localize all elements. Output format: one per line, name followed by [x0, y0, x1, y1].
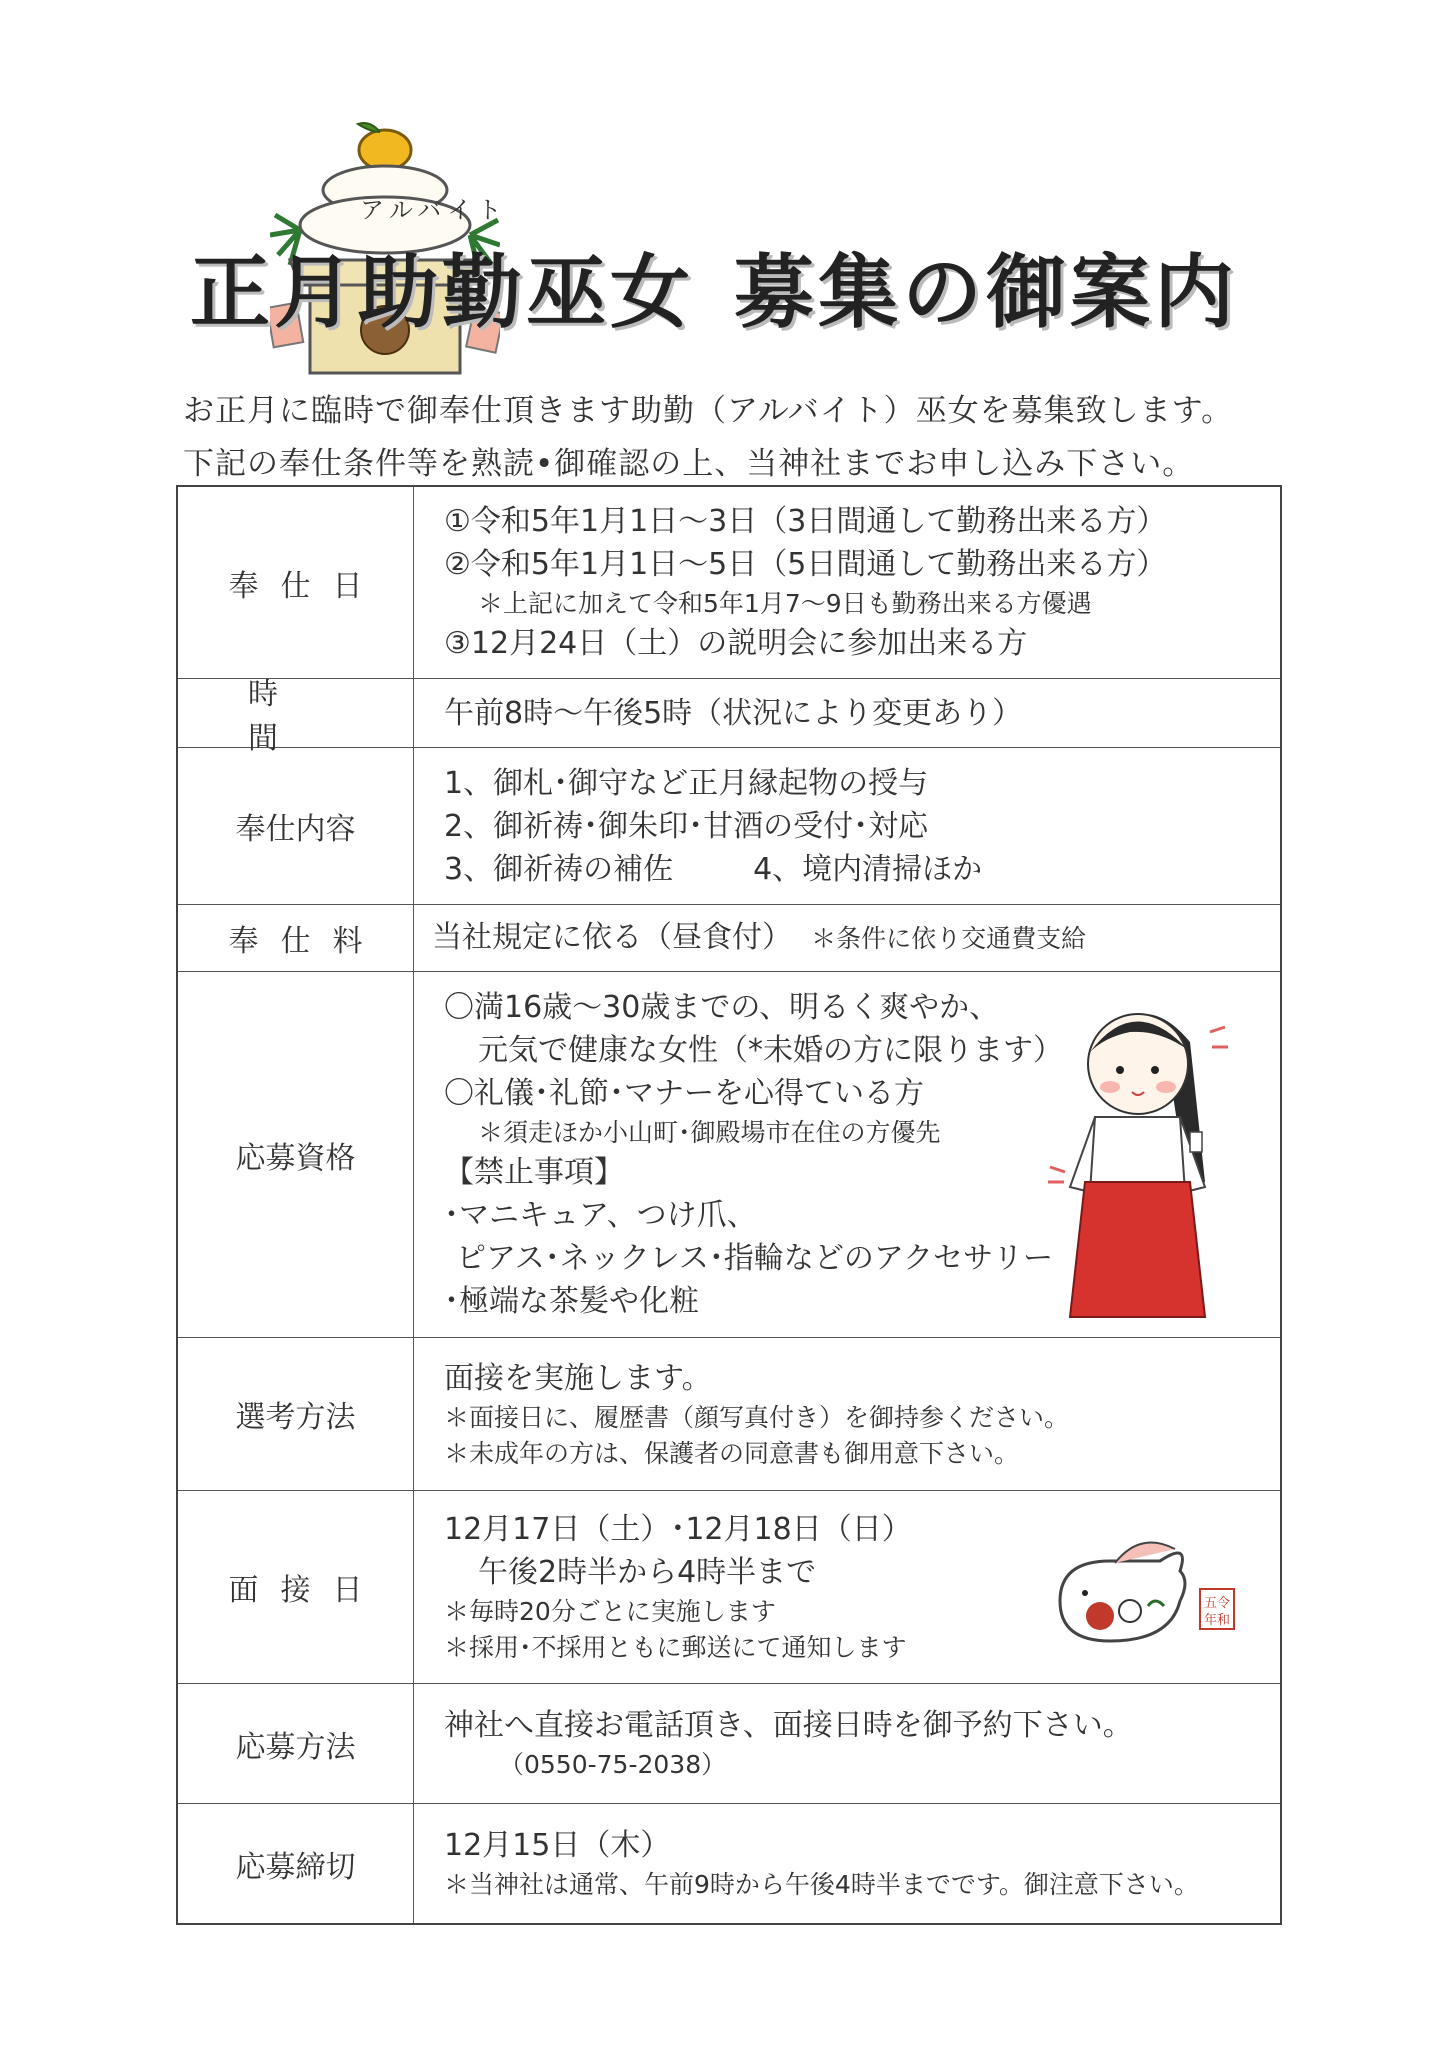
label-duties: 奉仕内容: [235, 812, 356, 847]
label-qualification: 応募資格: [235, 1140, 356, 1176]
row-qualification: [178, 972, 1280, 1338]
label-service-dates: 奉仕日: [228, 568, 385, 604]
prohibited-2: ピアス･ネックレス･指輪などのアクセサリー: [456, 1241, 1053, 1276]
miko-illustration: [1040, 992, 1240, 1327]
seal-text-bottom: 年和: [1203, 1613, 1231, 1628]
dates-note: ＊上記に加えて令和5年1月7～9日も勤務出来る方優遇: [478, 589, 1092, 618]
prohibited-1: ･マニキュア、つけ爪、: [444, 1198, 757, 1233]
hours-text: 午前8時～午後5時（状況により変更あり）: [444, 695, 1023, 731]
label-selection: 選考方法: [235, 1400, 356, 1435]
intro-line-1: お正月に臨時で御奉仕頂きます助勤（アルバイト）巫女を募集致します。: [183, 393, 1234, 429]
prohibited-heading: 【禁止事項】: [444, 1155, 624, 1190]
duty-4: 4、境内清掃ほか: [753, 851, 983, 887]
apply-text: 神社へ直接お電話頂き、面接日時を御予約下さい。: [444, 1708, 1133, 1743]
row-selection: [178, 1338, 1280, 1491]
label-hours: 時間: [248, 677, 348, 756]
info-table: [176, 485, 1282, 1925]
row-interview: [178, 1491, 1280, 1684]
dates-option-2: ②令和5年1月1日～5日（5日間通して勤務出来る方）: [444, 547, 1167, 582]
deadline-note: ＊当神社は通常、午前9時から午後4時半までです。御注意下さい。: [444, 1870, 1199, 1899]
duty-1: 1、御札･御守など正月縁起物の授与: [444, 765, 929, 801]
page-title: [190, 228, 1238, 343]
deadline-date: 12月15日（木）: [444, 1828, 671, 1863]
interview-time: 午後2時半から4時半まで: [478, 1555, 817, 1590]
interview-note-2: ＊採用･不採用ともに郵送にて通知します: [444, 1633, 907, 1662]
qual-line-2: 元気で健康な女性（*未婚の方に限ります）: [478, 1033, 1063, 1068]
row-deadline: [178, 1804, 1280, 1923]
row-pay: [178, 905, 1280, 972]
label-pay: 奉仕料: [228, 924, 385, 959]
interview-dates: 12月17日（土）･12月18日（日）: [444, 1512, 912, 1547]
duty-3: 3、御祈祷の補佐: [444, 851, 674, 887]
dates-option-1: ①令和5年1月1日～3日（3日間通して勤務出来る方）: [444, 504, 1167, 539]
prohibited-3: ･極端な茶髪や化粧: [444, 1284, 699, 1319]
title-left: 正月助勤巫女: [190, 245, 694, 339]
qual-line-1: 〇満16歳～30歳までの、明るく爽やか、: [444, 990, 1000, 1025]
qual-line-3: 〇礼儀･礼節･マナーを心得ている方: [444, 1076, 924, 1111]
title-right: 募集の御案内: [734, 245, 1238, 339]
seal-text-top: 五令: [1203, 1596, 1231, 1611]
selection-note-2: ＊未成年の方は、保護者の同意書も御用意下さい。: [444, 1438, 1020, 1468]
pay-note: ＊条件に依り交通費支給: [811, 924, 1087, 953]
row-apply: [178, 1684, 1280, 1804]
duty-2: 2、御祈祷･御朱印･甘酒の受付･対応: [444, 808, 929, 844]
selection-note-1: ＊面接日に、履歴書（顔写真付き）を御持参ください。: [444, 1402, 1070, 1432]
label-deadline: 応募締切: [235, 1849, 356, 1885]
apply-phone: （0550-75-2038）: [499, 1750, 727, 1779]
qual-note: ＊須走ほか小山町･御殿場市在住の方優先: [478, 1118, 941, 1147]
label-apply: 応募方法: [235, 1729, 356, 1765]
pay-text: 当社規定に依る（昼食付）: [432, 920, 792, 955]
row-service-dates: [178, 487, 1280, 679]
interview-note-1: ＊毎時20分ごとに実施します: [444, 1597, 776, 1626]
row-hours: [178, 677, 1280, 756]
rabbit-illustration: [1040, 1531, 1240, 1651]
intro-line-2: 下記の奉仕条件等を熟読•御確認の上、当神社までお申し込み下さい。: [183, 446, 1195, 482]
row-duties: [178, 748, 1280, 905]
title-ruby: アルバイト: [360, 196, 508, 224]
dates-option-3: ③12月24日（土）の説明会に参加出来る方: [444, 626, 1028, 661]
selection-text: 面接を実施します。: [444, 1360, 712, 1396]
label-interview: 面接日: [228, 1573, 385, 1608]
